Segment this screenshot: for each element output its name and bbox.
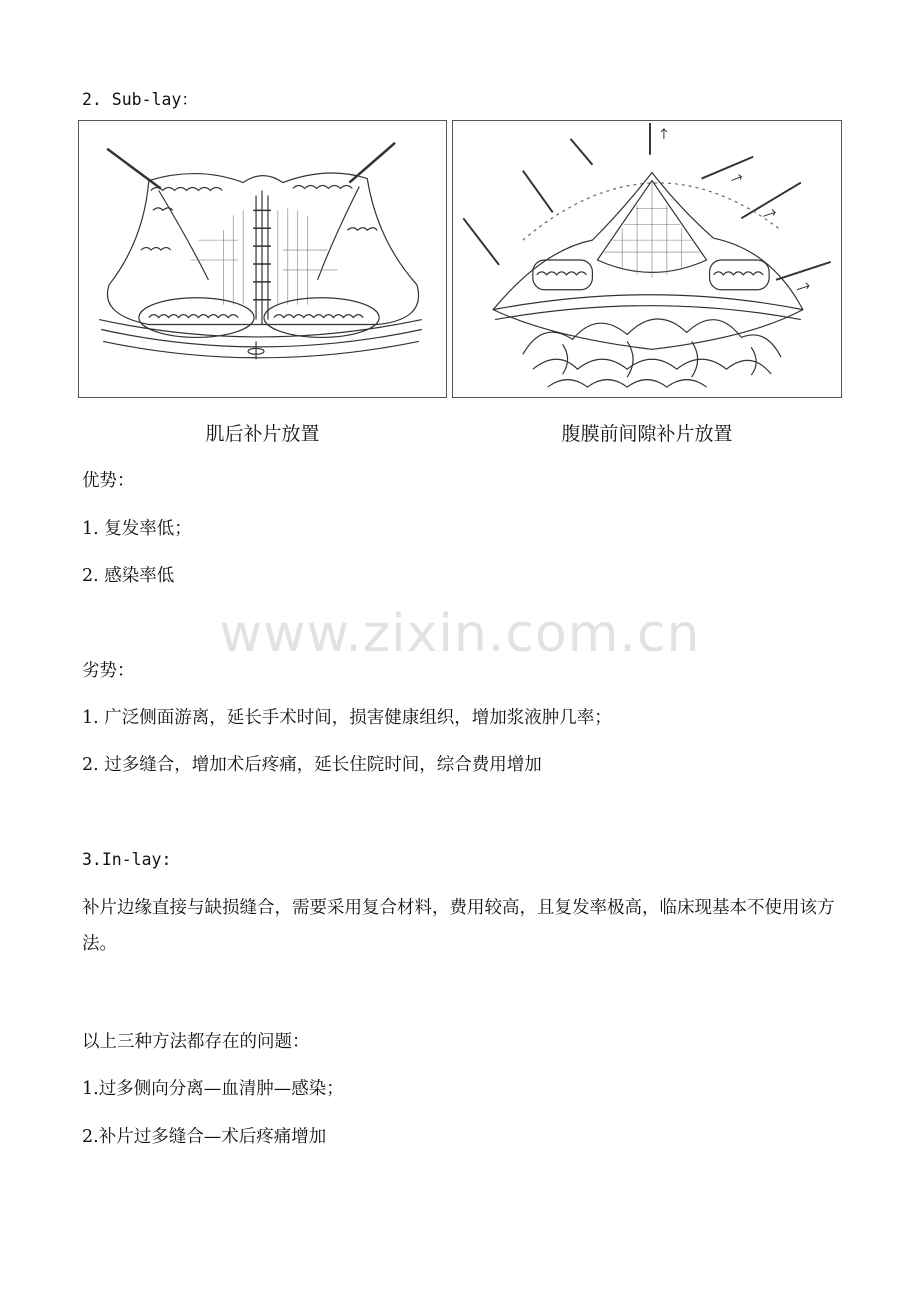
problem-item-2: 2.补片过多缝合—术后疼痛增加	[82, 1127, 327, 1147]
section-2-heading: 2. Sub-lay：	[82, 90, 198, 109]
disadvantage-item-1: 1. 广泛侧面游离，延长手术时间，损害健康组织，增加浆液肿几率；	[82, 708, 612, 728]
advantage-item-1: 1. 复发率低；	[82, 519, 192, 539]
section-3-paragraph: 补片边缘直接与缺损缝合，需要采用复合材料，费用较高，且复发率极高，临床现基本不使用该方法。	[82, 898, 835, 954]
disadvantages-label: 劣势：	[82, 661, 135, 681]
figure-caption-retromuscular: 肌后补片放置	[205, 423, 320, 445]
advantages-label: 优势：	[82, 471, 135, 491]
disadvantage-item-2: 2. 过多缝合，增加术后疼痛，延长住院时间，综合费用增加	[82, 755, 542, 775]
retromuscular-mesh-illustration	[78, 120, 447, 398]
section-3-heading: 3.In-lay:	[82, 850, 172, 869]
watermark: www.zixin.com.cn	[219, 604, 701, 664]
figure-caption-preperitoneal: 腹膜前间隙补片放置	[561, 423, 733, 445]
preperitoneal-drawing	[453, 121, 841, 397]
preperitoneal-mesh-illustration	[452, 120, 842, 398]
problem-item-1: 1.过多侧向分离—血清肿—感染；	[82, 1079, 344, 1099]
advantage-item-2: 2. 感染率低	[82, 566, 175, 586]
problems-label: 以上三种方法都存在的问题：	[82, 1032, 310, 1052]
retromuscular-drawing	[79, 121, 446, 397]
